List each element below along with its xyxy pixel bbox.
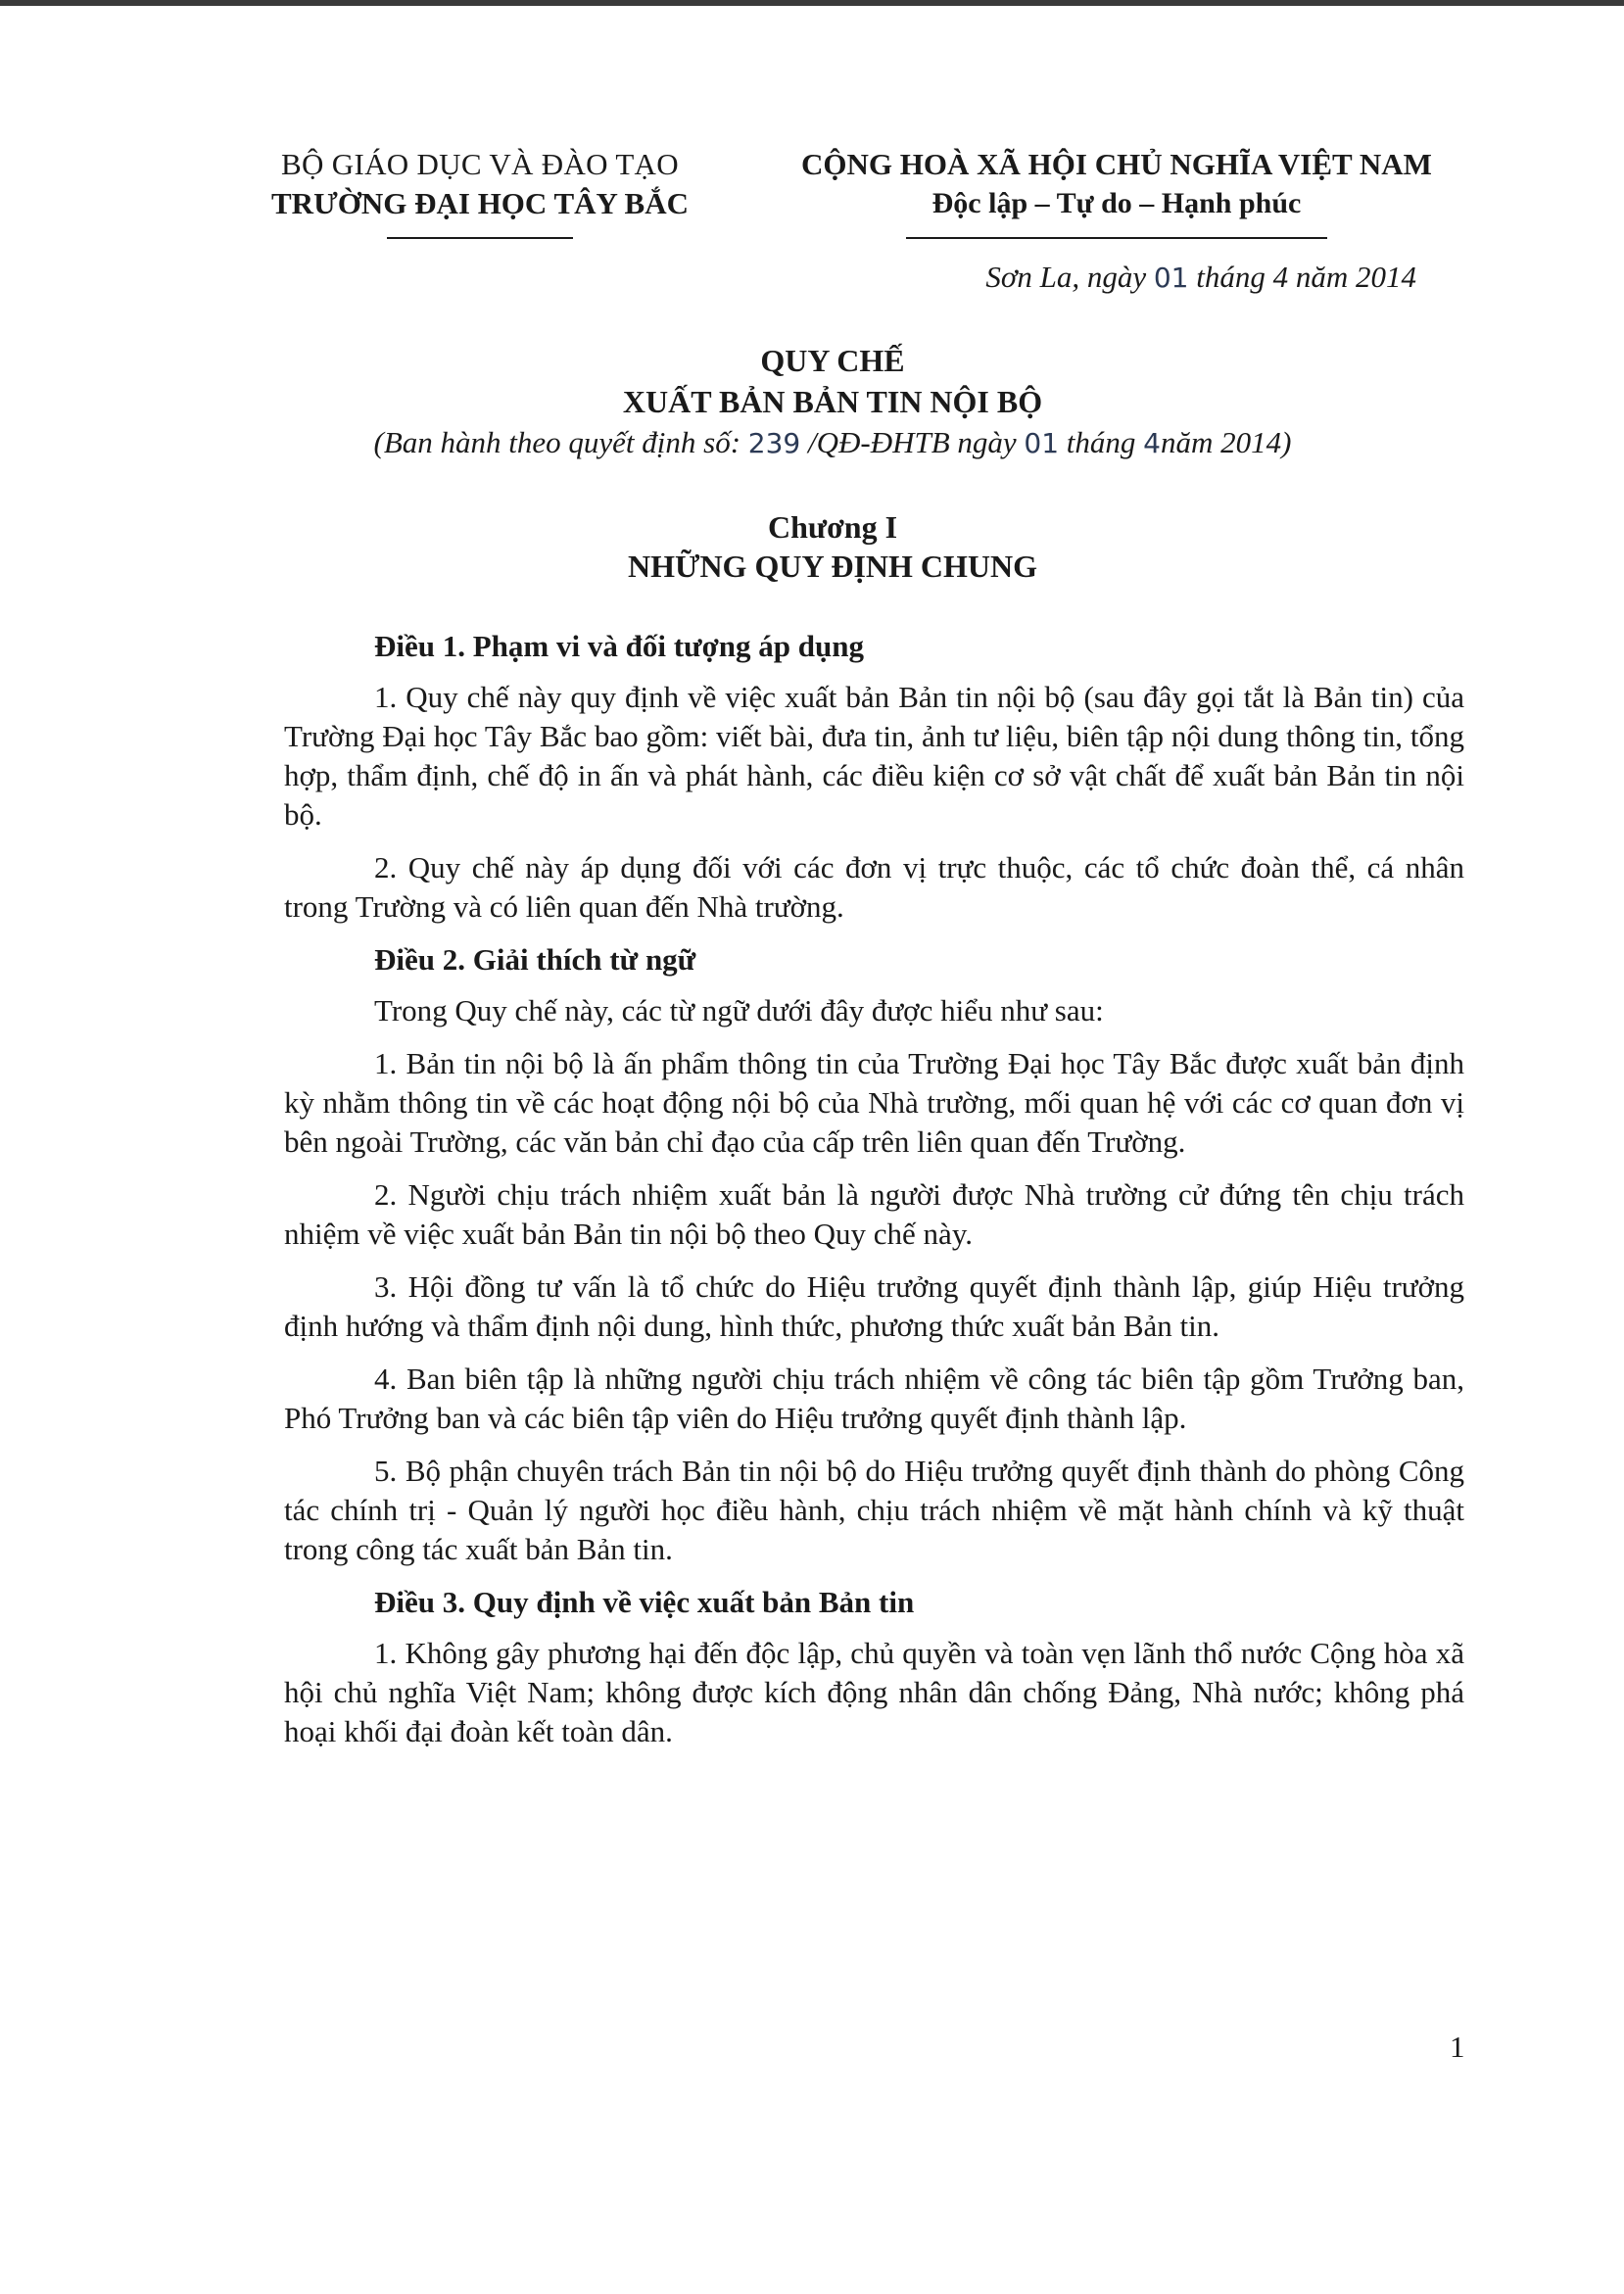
decision-mid: /QĐ-ĐHTB ngày	[807, 425, 1017, 459]
decision-suffix: năm 2014)	[1161, 425, 1292, 459]
document-type: QUY CHẾ	[760, 343, 905, 378]
chapter-title: NHỮNG QUY ĐỊNH CHUNG	[627, 549, 1038, 584]
article-3-paragraph-1: 1. Không gây phương hại đến độc lập, chủ quyền và toàn vẹn lãnh thổ nước Cộng hòa xã hội chủ nghĩa Việt Nam; không được kích động nhân dân chống Đảng, Nhà nước; không phá hoại khối đại đoàn kết toàn dân.	[284, 1636, 1464, 1748]
article-2-paragraph-4: 4. Ban biên tập là những người chịu trách nhiệm về công tác biên tập gồm Trưởng ban, Phó Trưởng ban và các biên tập viên do Hiệu trưởng quyết định thành lập.	[284, 1362, 1464, 1435]
decision-prefix: (Ban hành theo quyết định số:	[373, 425, 741, 459]
page-number: 1	[1450, 2030, 1465, 2064]
decision-number-handwritten: 239	[747, 427, 801, 459]
decision-day-handwritten: 01	[1024, 427, 1060, 459]
article-2-paragraph-5: 5. Bộ phận chuyên trách Bản tin nội bộ do Hiệu trưởng quyết định thành do phòng Công tác chính trị - Quản lý người học điều hành, chịu trách nhiệm về mặt hành chính và kỹ thuật trong công tác xuất bản Bản tin.	[284, 1454, 1464, 1566]
country-name: CỘNG HOÀ XÃ HỘI CHỦ NGHĨA VIỆT NAM	[801, 147, 1432, 181]
article-2-heading: Điều 2. Giải thích từ ngữ	[374, 942, 696, 977]
article-1-paragraph-1: 1. Quy chế này quy định về việc xuất bản Bản tin nội bộ (sau đây gọi tắt là Bản tin) của Trường Đại học Tây Bắc bao gồm: viết bài, đưa tin, ảnh tư liệu, biên tập nội dung thông tin, tổng hợp, thẩm định, chế độ in ấn và phát hành, các điều kiện cơ sở vật chất để xuất bản Bản tin nội bộ.	[284, 680, 1464, 832]
decision-month-prefix: tháng	[1066, 425, 1136, 459]
document-body	[284, 627, 1464, 1765]
decision-month-handwritten: 4	[1143, 427, 1161, 459]
issuer-header	[235, 145, 725, 239]
date-line	[985, 260, 1416, 295]
motto-underline	[906, 237, 1327, 239]
article-1-heading: Điều 1. Phạm vi và đối tượng áp dụng	[374, 629, 865, 663]
article-2-paragraph-3: 3. Hội đồng tư vấn là tổ chức do Hiệu trưởng quyết định thành lập, giúp Hiệu trưởng định hướng và thẩm định nội dung, hình thức, phương thức xuất bản Bản tin.	[284, 1269, 1464, 1343]
article-2-paragraph-1: 1. Bản tin nội bộ là ấn phẩm thông tin của Trường Đại học Tây Bắc được xuất bản định kỳ nhằm thông tin về các hoạt động nội bộ của Nhà trường, mối quan hệ với các cơ quan đơn vị bên ngoài Trường, các văn bản chỉ đạo của cấp trên liên quan đến Trường.	[284, 1046, 1464, 1159]
national-motto: Độc lập – Tự do – Hạnh phúc	[931, 187, 1302, 219]
date-prefix: Sơn La, ngày	[985, 260, 1147, 294]
date-day-handwritten: 01	[1153, 262, 1189, 294]
article-1-paragraph-2: 2. Quy chế này áp dụng đối với các đơn vị trực thuộc, các tổ chức đoàn thể, cá nhân trong Trường và có liên quan đến Nhà trường.	[284, 850, 1464, 924]
date-suffix: tháng 4 năm 2014	[1196, 260, 1416, 294]
decision-reference	[196, 423, 1469, 463]
issuer-underline	[387, 237, 573, 239]
document-title: XUẤT BẢN BẢN TIN NỘI BỘ	[622, 384, 1043, 419]
article-2-paragraph-2: 2. Người chịu trách nhiệm xuất bản là người được Nhà trường cử đứng tên chịu trách nhiệm về việc xuất bản Bản tin nội bộ theo Quy chế này.	[284, 1177, 1464, 1251]
school-name: TRƯỜNG ĐẠI HỌC TÂY BẮC	[271, 186, 689, 220]
ministry-name: BỘ GIÁO DỤC VÀ ĐÀO TẠO	[281, 147, 679, 181]
national-header	[754, 145, 1479, 239]
article-2-intro: Trong Quy chế này, các từ ngữ dưới đây được hiểu như sau:	[374, 993, 1104, 1028]
article-3-heading: Điều 3. Quy định về việc xuất bản Bản tin	[374, 1585, 915, 1619]
chapter-number: Chương I	[767, 509, 898, 545]
